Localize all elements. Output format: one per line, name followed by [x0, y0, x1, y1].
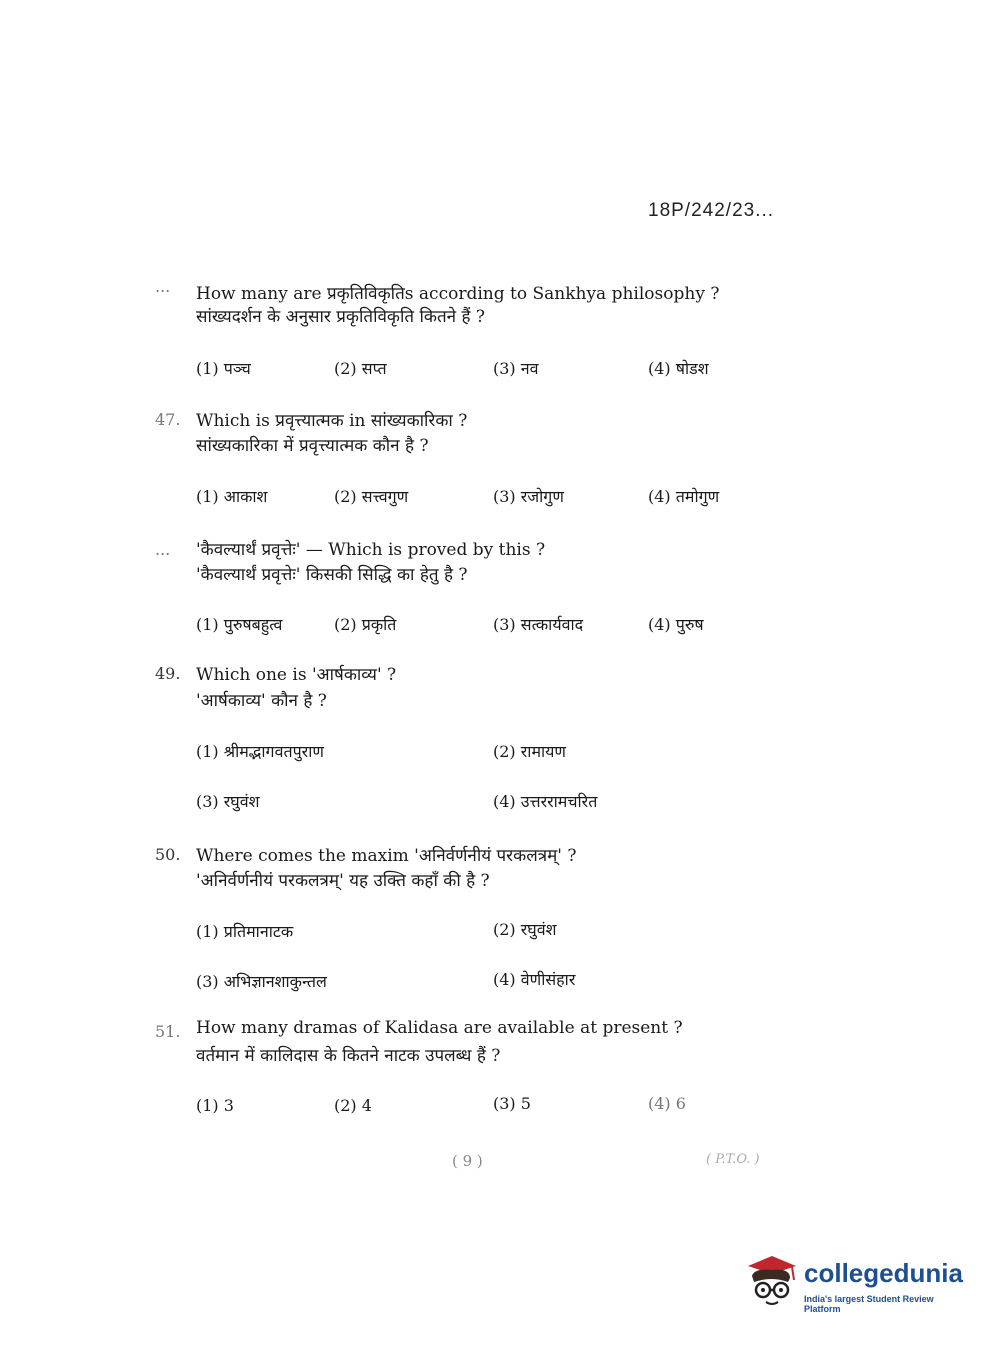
- question-number: 49.: [155, 664, 181, 683]
- option-2: (2) 4: [334, 1096, 372, 1115]
- option-1: (1) प्रतिमानाटक: [196, 922, 294, 941]
- option-4: (4) 6: [648, 1094, 686, 1113]
- question-text-hi: सांख्यदर्शन के अनुसार प्रकृतिविकृति कितने हैं ?: [196, 307, 486, 327]
- option-2: (2) रघुवंश: [493, 920, 557, 939]
- question-text-hi: वर्तमान में कालिदास के कितने नाटक उपलब्ध हैं ?: [196, 1046, 501, 1066]
- question-number: ...: [155, 277, 171, 296]
- question-number: 50.: [155, 845, 181, 864]
- option-1: (1) पुरुषबहुत्व: [196, 615, 283, 634]
- option-4: (4) पुरुष: [648, 615, 704, 634]
- option-2: (2) सत्त्वगुण: [334, 487, 409, 506]
- option-1: (1) श्रीमद्भागवतपुराण: [196, 742, 324, 761]
- option-2: (2) सप्त: [334, 359, 387, 378]
- option-1: (1) आकाश: [196, 487, 268, 506]
- option-2: (2) प्रकृति: [334, 615, 397, 634]
- question-text-en: Which is प्रवृत्त्यात्मक in सांख्यकारिका ?: [196, 411, 468, 431]
- option-1: (1) 3: [196, 1096, 234, 1115]
- option-3: (3) नव: [493, 359, 539, 378]
- question-number: 47.: [155, 410, 181, 429]
- option-2: (2) रामायण: [493, 742, 566, 761]
- question-text-hi: 'अनिर्वर्णनीयं परकलत्रम्' यह उक्ति कहाँ की है ?: [196, 871, 490, 891]
- question-text-en: 'कैवल्यार्थं प्रवृत्तेः' — Which is proved by this ?: [196, 540, 546, 560]
- option-4: (4) वेणीसंहार: [493, 970, 576, 989]
- question-text-en: How many dramas of Kalidasa are available at present ?: [196, 1018, 683, 1038]
- option-1: (1) पञ्च: [196, 359, 251, 378]
- question-text-hi: 'कैवल्यार्थं प्रवृत्तेः' किसकी सिद्धि का हेतु है ?: [196, 565, 468, 585]
- question-text-en: Where comes the maxim 'अनिर्वर्णनीयं परकलत्रम्' ?: [196, 846, 577, 866]
- option-4: (4) उत्तररामचरित: [493, 792, 598, 811]
- paper-code: 18P/242/23...: [648, 200, 775, 221]
- question-text-hi: सांख्यकारिका में प्रवृत्त्यात्मक कौन है ?: [196, 436, 429, 456]
- option-4: (4) षोडश: [648, 359, 709, 378]
- option-3: (3) रजोगुण: [493, 487, 564, 506]
- option-3: (3) रघुवंश: [196, 792, 260, 811]
- brand-tagline: India's largest Student Review Platform: [804, 1294, 934, 1314]
- option-4: (4) तमोगुण: [648, 487, 720, 506]
- pto-marker: ( P.T.O. ): [706, 1152, 760, 1167]
- option-3: (3) सत्कार्यवाद: [493, 615, 584, 634]
- option-3: (3) 5: [493, 1094, 531, 1113]
- question-text-en: How many are प्रकृतिविकृतिs according to Sankhya philosophy ?: [196, 284, 720, 304]
- question-number: 51.: [155, 1022, 181, 1041]
- page-number: ( 9 ): [452, 1152, 483, 1170]
- question-text-hi: 'आर्षकाव्य' कौन है ?: [196, 691, 327, 711]
- brand-name: collegedunia: [804, 1258, 963, 1288]
- mascot-icon: [742, 1252, 800, 1310]
- collegedunia-logo: [742, 1250, 972, 1320]
- option-3: (3) अभिज्ञानशाकुन्तल: [196, 972, 327, 991]
- question-text-en: Which one is 'आर्षकाव्य' ?: [196, 665, 397, 685]
- question-number: ...: [155, 540, 171, 559]
